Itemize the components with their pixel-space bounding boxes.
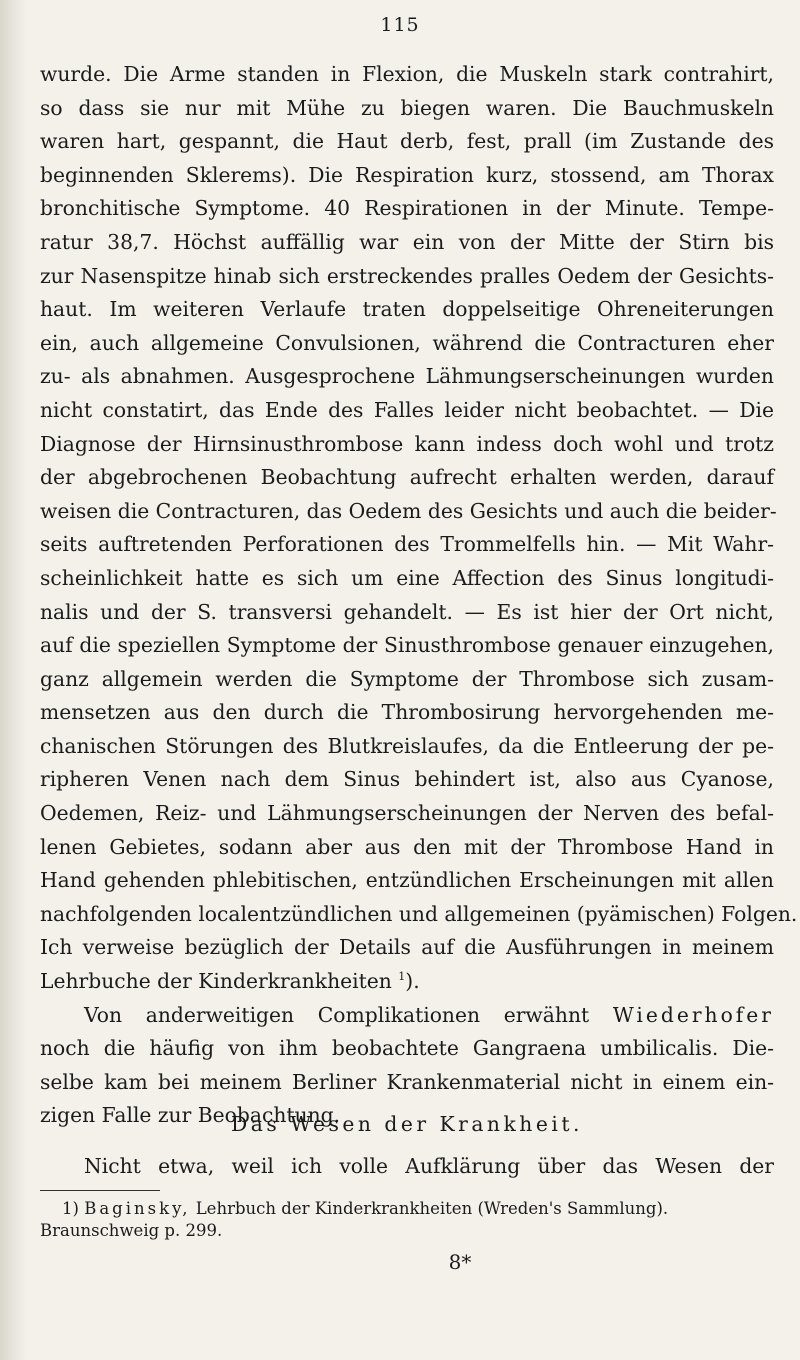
text-line: der abgebrochenen Beobachtung aufrecht erhalten werden, darauf [40,465,774,490]
paragraph-1 [40,58,798,999]
text-line: seits auftretenden Perforationen des Trommelfells hin. — Mit Wahr- [40,532,774,557]
text-line: chanischen Störungen des Blutkreislaufes, da die Entleerung der pe- [40,733,774,758]
footnote-text: Lehrbuch der Kinderkrankheiten (Wreden's Sammlung). [195,1199,669,1218]
section-heading: Das Wesen der Krankheit. [231,1112,583,1136]
text-line: nachfolgenden localentzündlichen und allgemeinen (pyämischen) Folgen. [40,901,798,926]
text-line: zigen Falle zur Beobachtung. [40,1103,341,1128]
text-line: selbe kam bei meinem Berliner Krankenmaterial nicht in einem ein- [40,1069,774,1094]
text-line: Oedemen, Reiz- und Lähmungserscheinungen der Nerven des befal- [40,801,774,826]
text-line: Diagnose der Hirnsinusthrombose kann indess doch wohl und trotz [40,431,774,456]
text-line: noch die häufig von ihm beobachtete Gangraena umbilicalis. Die- [40,1036,774,1061]
text-line: ganz allgemein werden die Symptome der Thrombose sich zusam- [40,666,774,691]
text-fragment: ). [405,969,420,994]
text-line: scheinlichkeit hatte es sich um eine Affection des Sinus longitudi- [40,565,774,590]
text-line: lenen Gebietes, sodann aber aus den mit der Thrombose Hand in [40,834,774,859]
text-line: ein, auch allgemeine Convulsionen, während die Contracturen eher [40,330,774,355]
text-line: nicht constatirt, das Ende des Falles leider nicht beobachtet. — Die [40,397,774,422]
footnote-line [40,1198,774,1220]
text-line: bronchitische Symptome. 40 Respirationen in der Minute. Tempe- [40,196,774,221]
footnote-line: Braunschweig p. 299. [40,1221,223,1240]
text-line [40,999,774,1033]
text-line: Hand gehenden phlebitischen, entzündlichen Erscheinungen mit allen [40,868,774,893]
signature-mark: 8* [448,1250,472,1274]
page-number: 115 [380,14,420,36]
footnote-author: Baginsky, [84,1199,191,1218]
footnote [40,1198,774,1242]
text-line: beginnenden Sklerems). Die Respiration kurz, stossend, am Thorax [40,162,774,187]
footnote-divider [40,1190,160,1191]
text-line: Ich verweise bezüglich der Details auf die Ausführungen in meinem [40,935,774,960]
text-line: ripheren Venen nach dem Sinus behindert ist, also aus Cyanose, [40,767,774,792]
page-gutter-shadow [0,0,26,1360]
text-line: auf die speziellen Symptome der Sinusthrombose genauer einzugehen, [40,633,774,658]
text-fragment: Von anderweitigen Complikationen erwähnt [84,1002,590,1027]
main-text [40,58,798,1133]
text-line: Nicht etwa, weil ich volle Aufklärung über das Wesen der [84,1154,774,1178]
text-line: ratur 38,7. Höchst auffällig war ein von der Mitte der Stirn bis [40,229,774,254]
text-line: wurde. Die Arme standen in Flexion, die Muskeln stark contrahirt, [40,62,774,86]
footnote-marker: 1 [398,970,406,984]
text-line: mensetzen aus den durch die Thrombosirung hervorgehenden me- [40,700,774,725]
author-name: Wiederhofer [612,1002,774,1027]
footnote-number: 1) [62,1199,79,1218]
text-fragment: Lehrbuche der Kinderkrankheiten [40,969,392,994]
text-line: zu- als abnahmen. Ausgesprochene Lähmungserscheinungen wurden [40,364,774,389]
text-line: haut. Im weiteren Verlaufe traten doppelseitige Ohreneiterungen [40,297,774,322]
text-line [40,965,774,999]
text-line: waren hart, gespannt, die Haut derb, fest, prall (im Zustande des [40,129,774,154]
text-line: zur Nasenspitze hinab sich erstreckendes pralles Oedem der Gesichts- [40,263,774,288]
text-line: nalis und der S. transversi gehandelt. — Es ist hier der Ort nicht, [40,599,774,624]
text-line: so dass sie nur mit Mühe zu biegen waren. Die Bauchmuskeln [40,95,774,120]
text-line: weisen die Contracturen, das Oedem des Gesichts und auch die beider- [40,498,777,523]
paragraph-3 [40,1150,774,1184]
